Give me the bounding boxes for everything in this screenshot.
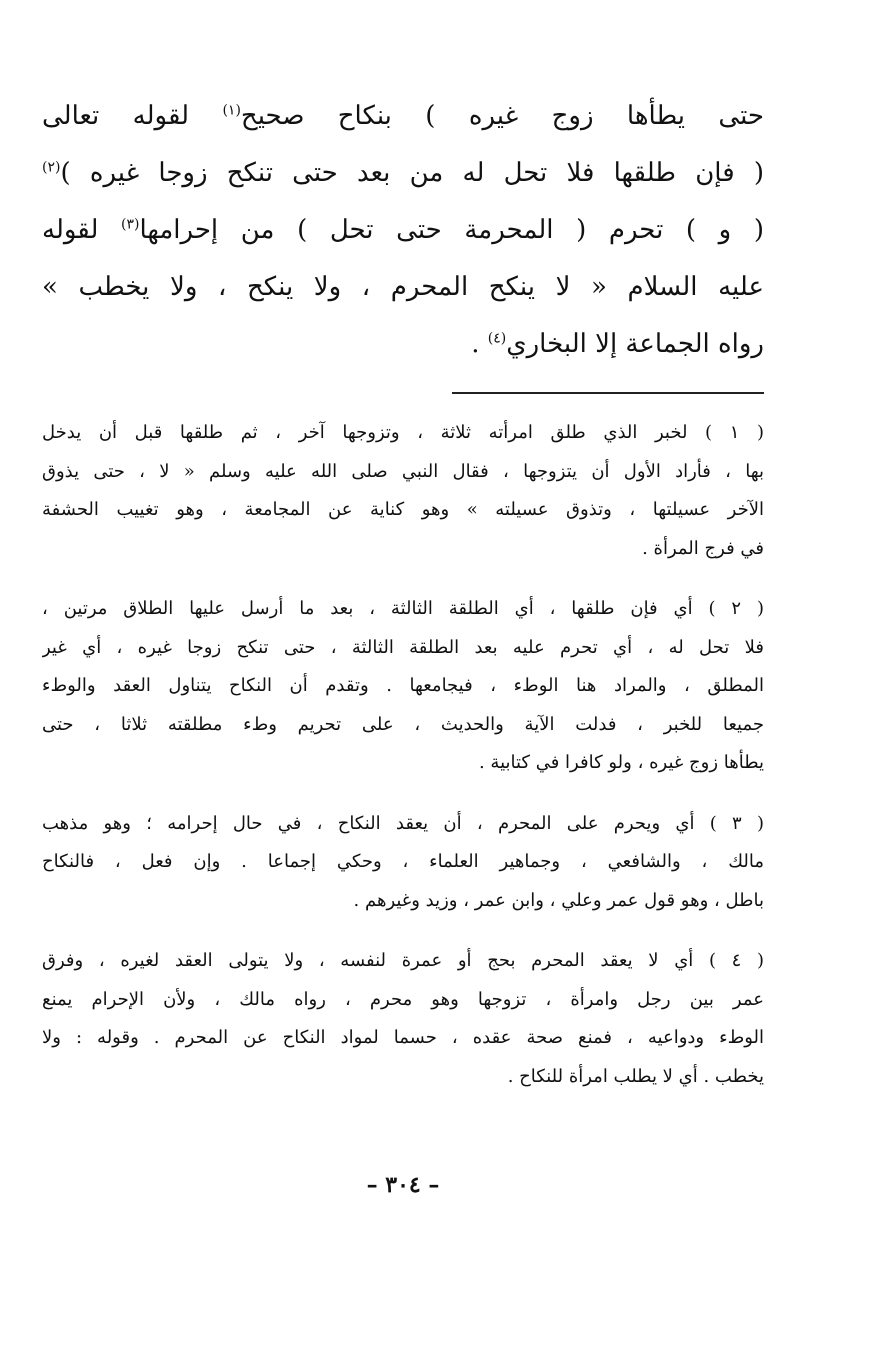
main-text-line-4-text: عليه السلام « لا ينكح المحرم ، ولا ينكح ، ولا يخطب » [42, 272, 764, 302]
main-text-line-5-tail: . [471, 329, 488, 359]
footnote-line: فلا تحل له ، أي تحرم عليه بعد الطلقة الثالثة ، حتى تنكح زوجا غيره ، أي غير [42, 636, 764, 658]
footnote-4 [42, 942, 764, 1096]
main-text-line-3-tail: لقوله [42, 215, 121, 245]
footnote-line: مالك ، والشافعي ، وجماهير العلماء ، وحكي إجماعا . وإن فعل ، فالنكاح [42, 851, 764, 872]
main-text-line-2 [42, 145, 764, 202]
footnote-line: بها ، فأراد الأول أن يتزوجها ، فقال النبي صلى الله عليه وسلم « لا ، حتى يذوق [42, 460, 764, 482]
footnote-line: يخطب . أي لا يطلب امرأة للنكاح . [507, 1065, 764, 1087]
footnote-2 [42, 590, 764, 783]
footnote-line: الوطء ودواعيه ، فمنع صحة عقده ، حسما لمواد النكاح عن المحرم . وقوله : ولا [42, 1027, 764, 1048]
main-text-line-3-text: ( و ) تحرم ( المحرمة حتى تحل ) من إحرامها [139, 215, 764, 245]
main-text-line-2-text: ( فإن طلقها فلا تحل له من بعد حتى تنكح زوجا غيره ) [60, 158, 764, 188]
main-text-line-3 [42, 202, 764, 259]
footnote-line: عمر بين رجل وامرأة ، تزوجها وهو محرم ، رواه مالك ، ولأن الإحرام يمنع [42, 988, 764, 1010]
main-text-line-1-text: حتى يطأها زوج غيره ) بنكاح صحيح [240, 101, 764, 131]
footnote-line: ( ٢ ) أي فإن طلقها ، أي الطلقة الثالثة ، بعد ما أرسل عليها الطلاق مرتين ، [42, 598, 764, 619]
footnote-line: باطل ، وهو قول عمر وعلي ، وابن عمر ، وزيد وغيرهم . [353, 889, 764, 911]
main-text-line-5 [42, 316, 764, 373]
main-text-line-5-text: رواه الجماعة إلا البخاري [506, 329, 764, 359]
footnote-marker-3: (٣) [120, 216, 140, 233]
book-page [42, 0, 764, 1354]
footnote-line: ( ١ ) لخبر الذي طلق امرأته ثلاثة ، وتزوجها آخر ، ثم طلقها قبل أن يدخل [42, 422, 764, 443]
footnote-line: ( ٤ ) أي لا يعقد المحرم بحج أو عمرة لنفسه ، ولا يتولى العقد لغيره ، وفرق [42, 950, 764, 971]
footnote-1 [42, 414, 764, 568]
footnote-line: يطأها زوج غيره ، ولو كافرا في كتابية . [478, 752, 764, 773]
main-text-line-4 [42, 259, 764, 316]
footnotes [42, 414, 764, 1118]
page-number: – ٣٠٤ – [366, 1172, 440, 1198]
footnote-line: ( ٣ ) أي ويحرم على المحرم ، أن يعقد النكاح ، في حال إحرامه ؛ وهو مذهب [42, 812, 764, 834]
footnote-marker-2: (٢) [42, 159, 61, 176]
footnote-separator-rule [452, 392, 764, 394]
footnote-line: الآخر عسيلتها ، وتذوق عسيلته » وهو كناية عن المجامعة ، وهو تغييب الحشفة [42, 499, 764, 520]
footnote-line: المطلق ، والمراد هنا الوطء ، فيجامعها . وتقدم أن النكاح يتناول العقد والوطء [42, 675, 764, 696]
main-text [42, 88, 764, 373]
footnote-marker-4: (٤) [487, 330, 507, 347]
footnote-3 [42, 805, 764, 921]
footnote-marker-1: (١) [222, 102, 241, 119]
footnote-line: في فرج المرأة . [642, 537, 764, 559]
footnote-line: جميعا للخبر ، فدلت الآية والحديث ، على تحريم وطء مطلقته ثلاثا ، حتى [42, 713, 764, 735]
main-text-line-1-tail: لقوله تعالى [42, 101, 223, 131]
main-text-line-1 [42, 88, 764, 145]
